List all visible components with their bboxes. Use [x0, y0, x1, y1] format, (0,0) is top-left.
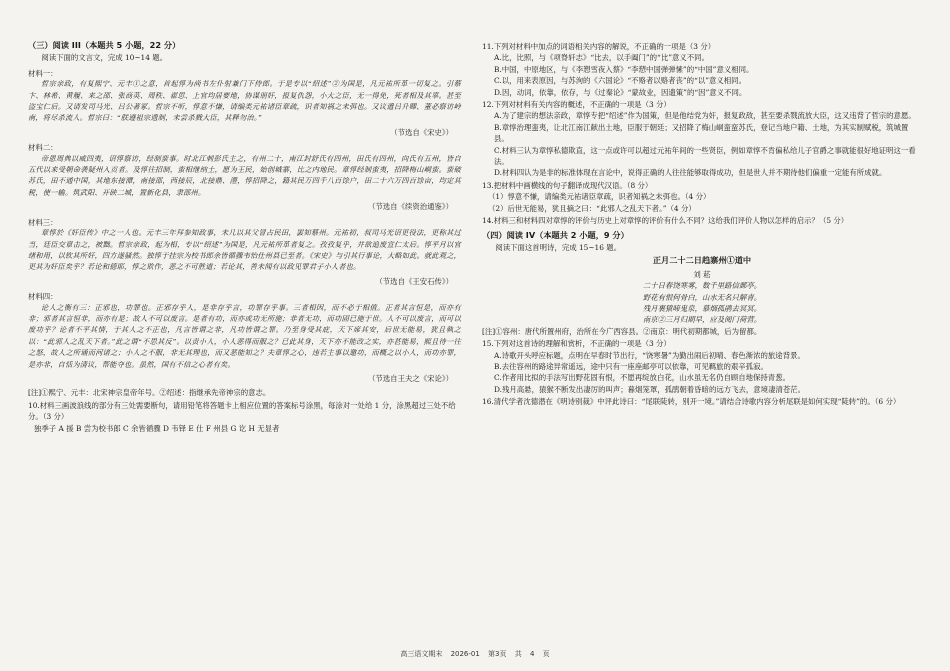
poem-line: 残月裹猿啼鬼泉，慕烟孤鹃去冥冥。: [642, 303, 762, 313]
material-3-text: 章惇於《奸臣传》中之一人也。元丰三年拜参知政事，未几以其父冒占民田，罢知蔡州。元祐初，叔司马光诏更役法，更称其过当，廷臣交章击之，被黜。哲宗亲政，起为相，专以“绍述”为国是，凡元祐所革者复之。孜孜复乎，并欲追废宣仁太后。惇平月以官绪和用，以钦其所奸，四方遂骚然。独惇于挂宗为校书郎余皆循骤韦怡仕州县已至者。《宋史》与引其行事论，大略如此。就此观之，更其为奸臣矣乎？若论和德耶，惇之欺作，恶之不可胜道；若论其，善未闻有以政见罪君子小人者也。: [28, 229, 461, 272]
material-4-source: （节选自王夫之《宋论》）: [368, 373, 453, 383]
question-15-option-b: B.去往容州的路途异常遥远，途中只有一座座邮亭可以依靠，可见羁旅的艰辛孤寂。: [494, 361, 768, 371]
question-11: 11.下列对材料中加点的词语相关内容的解说，不正确的一项是（3 分）: [482, 42, 716, 51]
material-1-source: （节选自《宋史》）: [390, 127, 453, 137]
poem-line: 南京②三月归期早，应及阅门荷营。: [642, 315, 762, 325]
left-column: [28, 40, 461, 434]
question-12-option-b: B.章惇治理蛮夷，让北江南江献出土地，臣服于朝廷；又招降了梅山峒蛮蛮苏氏，登记当地户籍、土地，为其实制赋税，筑城置县。: [494, 122, 909, 144]
question-12: 12.下列对材料有关内容的概述，不正确的一项是（3 分）: [482, 100, 671, 110]
annotation-note: [注]①熙宁、元丰：北宋神宗皇帝年号。②绍述：指继承先帝神宗的意志。: [28, 388, 271, 398]
question-16: 16.清代学者沈德潜在《明诗别裁》中评此诗曰：“尾联陡转，别开一境。”请结合诗歌内容分析尾联是如何实现“陡转”的。（6 分）: [482, 397, 901, 407]
poem-line: 野花有恨何骨白，山水无名只解青。: [642, 292, 762, 302]
section-title: （三）阅读 III（本题共 5 小题，22 分）: [28, 40, 181, 50]
question-11-option-b: B.中国，中原地区，与《李愬雪夜入蔡》“李愬中国弹弹愫”的“中国”意义相同。: [494, 64, 754, 74]
question-11-option-a: A.比，比照，与《项脊轩志》“比去，以手阖门”的“比”意义不同。: [494, 53, 709, 63]
poem-title: 正月二十二日趋寨州①道中: [652, 255, 752, 266]
question-10-text: 独季子 A 援 B 尝为校书郎 C 余皆循骤 D 韦铎 E 仕 F 州县 G 讫 H 无显者: [34, 423, 280, 433]
poem-note: [注]①容州：唐代所置州府，治所在今广西容县。②南京：明代初期都城，后为留都。: [482, 326, 762, 336]
material-4-text: 论人之衡有三：正邪也，功罪也。正邪存乎人，是非存乎言，功罪存乎事。三者相因，而不必于相值。正者其言恒是，而亦有非；邪者其言恒非，而亦有是；故人不可以废言。是者有功，而亦或功无所施；非者无功，而功固已施于世。人不可以废言，而可以废功乎？论者不平其情，于其人之不正也，凡言皆谓之非，凡功皆谓之罪。乃至身受其庇，天下席其安，后世无能易，犹且執之以：“此邪人之乱天下者。”此之谓“不思其反”。以责小人，小人恶得而服之？已此其身，天下亦不能改之实，亦甚能易，熙且待一往之怒，故人之所诵而河诸之；小人之不服，非无其理也，而又恶能知之？夫章惇之心，违若主事以邀功，而概之以小人，而功亦罪，是亦非，自恬为清议，帮能夺也。虽然，国有不信之心者有矣。: [28, 303, 461, 369]
question-12-option-a: A.为了建宗的想法亲政，章惇专把“绍述”作为国策，但是他结党为奸，报复政敌，甚至要杀戮流放大臣，这又违背了哲宗的意愿。: [494, 111, 916, 121]
footer-page: 第3页: [488, 650, 507, 658]
question-13-part-2: （2）后世无能易，犹且摘之曰：“此邪人之乱天下者。”（4 分）: [488, 203, 696, 213]
section-4-instruction: 阅读下面这首明诗，完成 15~16 题。: [495, 242, 622, 252]
material-1-heading: 材料一：: [28, 68, 58, 78]
instruction: 阅读下面的文言文，完成 10~14 题。: [41, 53, 168, 63]
question-12-option-d: D.材料四认为是非的标准体现在言论中，说得正确的人往往能够取得成功，但是世人并不期待他们偏重一定能有所成就。: [494, 168, 887, 178]
question-15-option-d: D.残月高悬，猿猴不断发出凄厉的叫声；暮烟笼罩，孤鹃朝着昏暗的远方飞去，意境凄清苍茫。: [494, 384, 806, 394]
question-11-option-d: D.因，动词，依靠，依存，与《过秦论》“蒙故业，因遗策”的“因”意义不同。: [494, 87, 747, 97]
right-column: [482, 40, 922, 408]
material-4-heading: 材料四：: [28, 292, 58, 302]
material-2-text: 帝恩周典以威四夷，诏惇察访，经制蛮事。时北江刺彭氏主之，有州二十，南江封舒氏有四州，田氏有四州，向氏有五州，皆自五代以来受朝命袭疑州入贡者。及惇往招制，蛮相继纳土，愿为王民，始创城寨，比之内地民。章惇经制蛮夷，招降梅山峒蛮。蛮破苏氏，田不通中国，其地东接潭，南接邵，西接辰，北接鼎、澧，惇招降之，籍其民万四千八百馀户，田二十六万四百馀亩，均定其税，使一输。筑武阳、开硖二城，置新化县，隶邵州。: [28, 154, 461, 197]
material-2-heading: 材料二：: [28, 143, 58, 153]
poem-line: 二十日春饶寒雾，数千里路信郵亭。: [642, 281, 762, 291]
footer-total: 共 4 页: [514, 650, 550, 658]
question-15-option-c: C.作者用比拟的手法写出野花固有恨，不愿再绽放白花，山水虽无名仍自顾自地保持青葱。: [494, 373, 790, 383]
question-11-option-c: C.以，用来表原因，与苏洵的《六国论》“不赂者以赂者丧”的“以”意义相同。: [494, 76, 746, 86]
question-10: 10.材料三画波浪线的部分有三处需要断句，请用铅笔将答题卡上相应位置的答案标号涂黑，每涂对一处给 1 分，涂黑超过三处不给分。（3 分）: [28, 400, 456, 422]
material-3-heading: 材料三：: [28, 217, 58, 227]
material-2-source: （节选自《续资治通鉴》）: [368, 202, 453, 212]
page-footer: [0, 649, 950, 659]
footer-course: 高三语文期末: [400, 650, 443, 658]
section-4-title: （四）阅读 IV（本题共 2 小题，9 分）: [482, 229, 629, 240]
material-3-source: （节选自《王安石传》）: [375, 276, 453, 286]
footer-date: 2026-01: [450, 650, 480, 658]
question-13-part-1: （1）惇意不慊，请编类元祐诸臣章疏，识者知祸之未弭也。（4 分）: [488, 192, 711, 202]
question-14: 14.材料三和材料四对章惇的评价与历史上对章惇的评价有什么不同？这给我们评价人物以怎样的启示？（5 分）: [482, 216, 849, 226]
question-13: 13.把材料中画横线的句子翻译成现代汉语。（8 分）: [482, 180, 653, 190]
question-15: 15.下列对这首诗的理解和赏析，不正确的一项是（3 分）: [482, 339, 671, 349]
poem-author: 刘 菘: [693, 269, 711, 279]
material-1-text: 哲宗亲政，有复熙宁、元丰①之意，首起惇为尚书左仆射兼门下侍郎。于是专以“绍述”②为国是，凡元祐所革一切复之。引蔡卞、林希、黄履、来之邵、张商英、周秩、翟思、上官均居要地，协谋朋奸，报复仇怨，小大之臣，无一得免，死者相及其辜。甚至盗宝仁后。又请发司马光、吕公著冢。哲宗不听，惇意不慊，请编类元祐诸臣章疏，识者知祸之未弭也。又议遣吕升卿、董必察访岭南，将尽杀流人。哲宗曰：“朕遵祖宗遗制，未尝杀戮大臣，其释勿治。”: [28, 80, 461, 123]
question-15-option-a: A.诗歌开头呼应标题，点明在早春时节出行，“饶寒暑”为勤出闹后初晴、春色渐浓的旅途背景。: [494, 350, 805, 360]
question-12-option-c: C.材料三认为章惇私德欺直，这一点或许可以超过元祐年间的一些贤臣，例如章惇不肯偏私给儿子官爵之事就能很好地证明这一看法。: [494, 145, 916, 167]
